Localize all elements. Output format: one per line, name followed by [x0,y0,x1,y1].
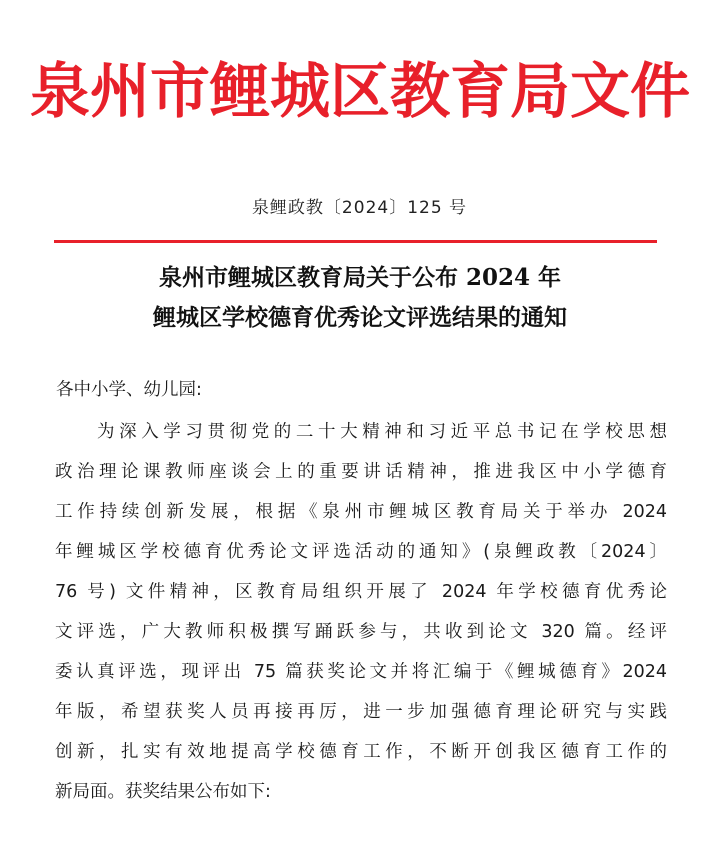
paragraph-line: 新局面。获奖结果公布如下: [55,782,271,802]
document-number: 泉鲤政教〔2024〕125 号 [251,198,468,218]
paragraph-line: 年版，希望获奖人员再接再厉，进一步加强德育理论研究与实践 [55,702,667,722]
paragraph-line: 创新，扎实有效地提高学校德育工作，不断开创我区德育工作的 [55,742,667,762]
red-divider-line [54,240,657,243]
document-header-title: 泉州市鲤城区教育局文件 [30,57,690,127]
paragraph-line: 委认真评选，现评出 75 篇获奖论文并将汇编于《鲤城德育》2024 [55,662,667,682]
paragraph-line: 工作持续创新发展，根据《泉州市鲤城区教育局关于举办 2024 [55,502,667,522]
salutation: 各中小学、幼儿园: [56,380,202,400]
paragraph-line: 政治理论课教师座谈会上的重要讲话精神，推进我区中小学德育 [55,462,667,482]
paragraph-line: 年鲤城区学校德育优秀论文评选活动的通知》(泉鲤政教〔2024〕 [55,542,667,562]
paragraph-line: 76 号) 文件精神，区教育局组织开展了 2024 年学校德育优秀论 [55,582,667,602]
body-paragraph [55,412,667,812]
paragraph-line: 为深入学习贯彻党的二十大精神和习近平总书记在学校思想 [97,422,667,442]
notice-title-line-2: 鲤城区学校德育优秀论文评选结果的通知 [153,304,567,331]
notice-title-line-1: 泉州市鲤城区教育局关于公布 2024 年 [158,264,562,291]
paragraph-line: 文评选，广大教师积极撰写踊跃参与，共收到论文 320 篇。经评 [55,622,667,642]
